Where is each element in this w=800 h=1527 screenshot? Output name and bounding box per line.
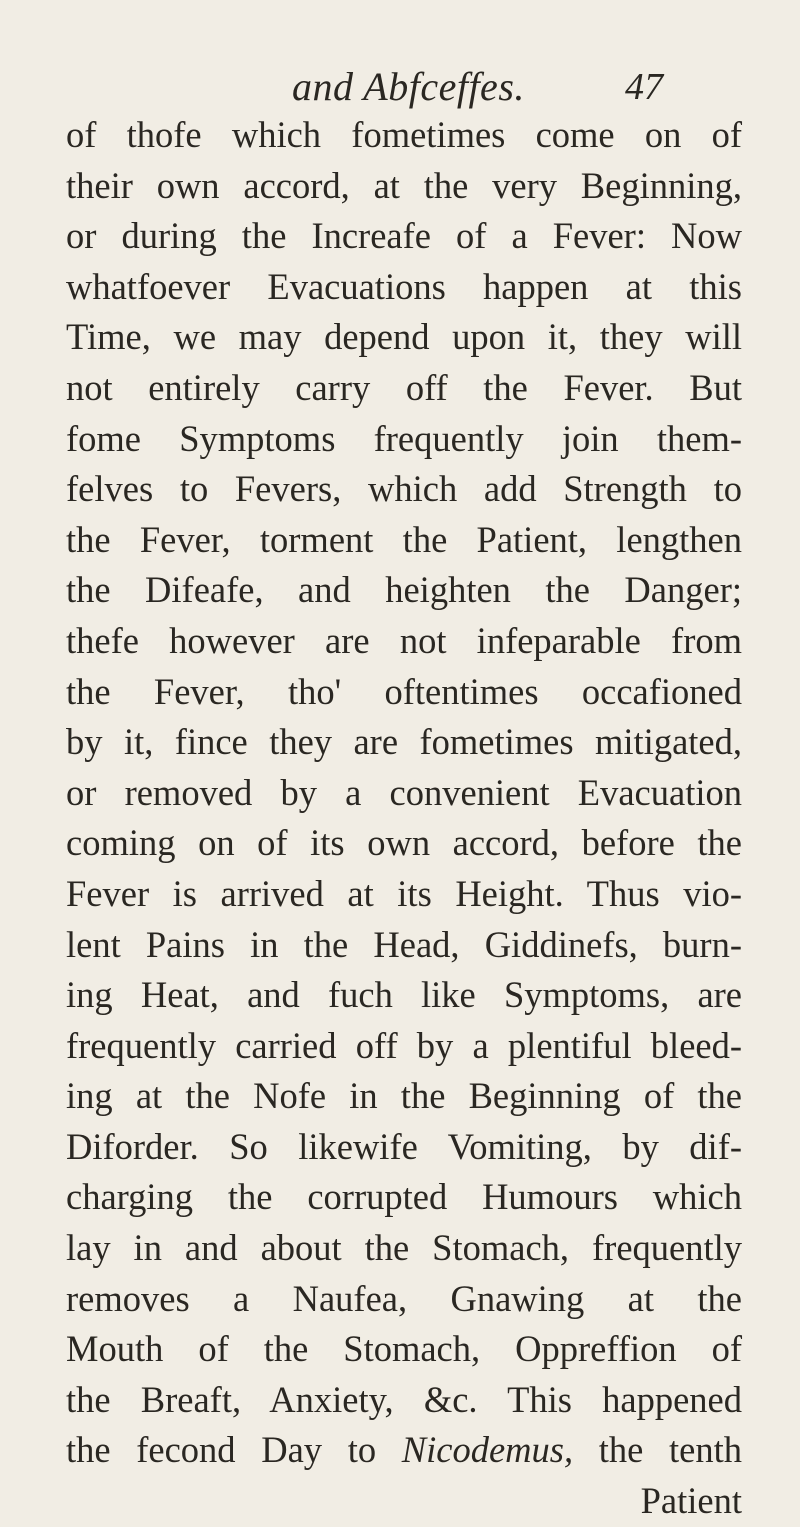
text-fragment: the tenth xyxy=(573,1429,742,1471)
text-line: thefe however are not infeparable from xyxy=(66,619,742,661)
text-line: charging the corrupted Humours which xyxy=(66,1176,742,1218)
text-line: the Breaft, Anxiety, &c. This happened xyxy=(66,1378,742,1420)
text-line: coming on of its own accord, before the xyxy=(66,822,742,864)
text-line: Fever is arrived at its Height. Thus vio- xyxy=(66,872,742,914)
text-line: whatfoever Evacuations happen at this xyxy=(66,265,742,307)
text-line: Diforder. So likewife Vomiting, by dif- xyxy=(66,1125,742,1167)
text-line: ing Heat, and fuch like Symptoms, are xyxy=(66,974,742,1016)
body-text xyxy=(66,110,742,1527)
text-line-with-name xyxy=(66,1425,742,1476)
text-line: lent Pains in the Head, Giddinefs, burn- xyxy=(66,923,742,965)
text-line: the Fever, torment the Patient, lengthen xyxy=(66,518,742,560)
text-line: ing at the Nofe in the Beginning of the xyxy=(66,1075,742,1117)
text-line: by it, fince they are fometimes mitigated, xyxy=(66,721,742,763)
text-line: removes a Naufea, Gnawing at the xyxy=(66,1277,742,1319)
text-line: of thofe which fometimes come on of xyxy=(66,114,742,155)
italic-name: Nicodemus, xyxy=(401,1429,574,1471)
text-line: Time, we may depend upon it, they will xyxy=(66,316,742,358)
text-fragment: the fecond Day to xyxy=(66,1429,402,1471)
text-line: lay in and about the Stomach, frequently xyxy=(66,1227,742,1269)
text-line: fome Symptoms frequently join them- xyxy=(66,417,742,459)
catchword: Patient xyxy=(640,1480,742,1522)
text-line: or during the Increafe of a Fever: Now xyxy=(66,215,742,257)
text-line: the Fever, tho' oftentimes occafioned xyxy=(66,670,742,712)
text-line: frequently carried off by a plentiful bleed- xyxy=(66,1024,742,1066)
running-head xyxy=(0,62,800,112)
text-line: or removed by a convenient Evacuation xyxy=(66,771,742,813)
text-line: the Difeafe, and heighten the Danger; xyxy=(66,569,742,611)
text-line: felves to Fevers, which add Strength to xyxy=(66,468,742,510)
text-line: Mouth of the Stomach, Oppreffion of xyxy=(66,1328,742,1370)
page-number: 47 xyxy=(625,66,663,108)
text-line: their own accord, at the very Beginning, xyxy=(66,164,742,206)
text-line: not entirely carry off the Fever. But xyxy=(66,366,742,408)
running-head-title: and Abfceffes. xyxy=(292,64,525,109)
